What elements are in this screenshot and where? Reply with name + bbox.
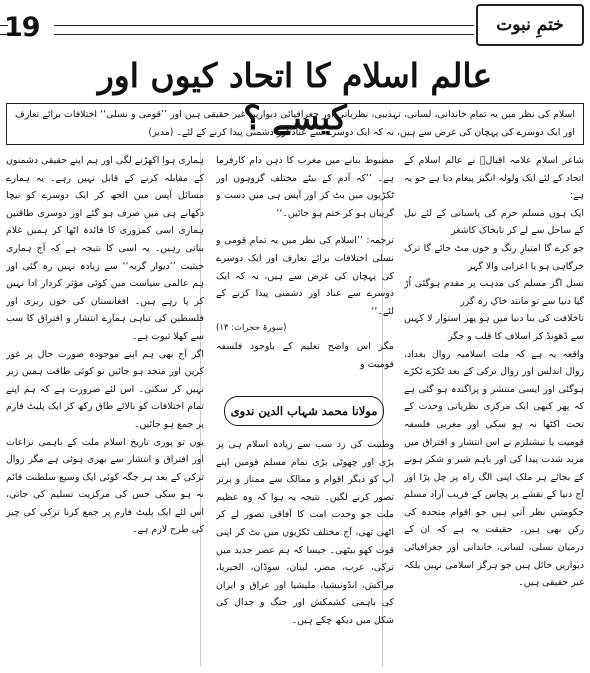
paragraph: مگر اس واضح تعلیم کے باوجود فلسفہ قومیت و bbox=[216, 340, 394, 370]
quran-translation bbox=[216, 230, 394, 338]
translation-text: ترجمہ: ’’اسلام کی نظر میں یہ تمام قومی و نسلی اختلافات برائے تعارف اور ایک دوسرے کی پہچان کی غرض سے ہیں، نہ کہ ایک دوسرے سے عناد اور دشمنی پیدا کرنے کے لئے۔‘‘ bbox=[216, 235, 394, 317]
paragraph: اگر آج بھی ہم اپنے موجودہ صورت حال پر غور کریں اور متحد ہو جائیں تو کوئی طاقت ہمیں زیر نہیں کر سکتی۔ اس لئے ضرورت ہے کہ ہم اپنے تمام اختلافات کو بالائے طاق رکھ کر ایک پلیٹ فارم پر جمع ہو جائیں۔ bbox=[6, 348, 204, 430]
poem-line: جو کرے گا امتیازِ رنگ و خوں مٹ جائے گا ترک خرگاہی ہو یا اعرابی والا گہر bbox=[404, 242, 584, 272]
paragraph: واقعہ یہ ہے کہ ملت اسلامیہ زوال بغداد، زوال اندلس اور زوال ترکی کے بعد ٹکڑے ٹکڑے ہوگئی اور ایسی منتشر و پراگندہ ہو گئی ہے کہ پھر کبھی ایک مرکزی نظریاتی وحدت کے تحت اکٹھا نہ ہو سکی اور مغربی فلسفہ قومیت یا نیشنلزم نے اس انتشار و افتراق میں مزید شدت پیدا کی اور باہم شیر و شکر ہونے کے بجائے ہر ملک اپنی الگ راہ پر چل پڑا اور آج دنیا کے نقشے پر پچاس کے قریب آزاد مسلم حکومتیں نظر آتی ہیں جو اقوام متحدہ کی رکن بھی ہیں۔ حقیقت یہ ہے کہ ان کے درمیان نسلی، لسانی، خاندانی اور جغرافیائی دیواریں حائل ہیں جو ہرگز اسلامی نہیں بلکہ غیر حقیقی ہیں۔ bbox=[404, 348, 584, 589]
header-rule bbox=[54, 25, 474, 35]
magazine-logo: ختمِ نبوت bbox=[476, 4, 584, 46]
intro-box: اسلام کی نظر میں یہ تمام خاندانی، لسانی، تہذیبی، نظریاتی اور جغرافیائی دیواریں غیر حقیقی ہیں اور ’’قومی و نسلی‘‘ اختلافات برائے تعارف اور ایک دوسرے کی پہچان کی غرض سے ہیں، نہ کہ ایک دوسرے سے عناد اور دشمنی پیدا کرنے کے لئے۔ (مدیر) bbox=[6, 103, 584, 145]
paragraph: مضبوط بنانے میں مغرب کا ذہن دام کارفرما ہے۔ ’’کہ آدم کے بیٹے مختلف گروہوں اور ٹکڑیوں میں بٹ کر اور آپس ہی میں دست و گریبان ہو کر ختم ہو جائیں۔‘‘ bbox=[216, 155, 394, 219]
article-headline: عالم اسلام کا اتحاد کیوں اور کیسے ؟ bbox=[97, 56, 493, 137]
paragraph: ہماری ہوا اکھڑنے لگی اور ہم اپنے حقیقی دشمنوں کے مقابلہ کرنے کے قابل نہیں رہے۔ یہ ہمارے مسائل آپس میں الجھ کر ایک دوسرے کو نیچا دکھانے ہی میں صرف ہو گئے اور دوسری طاقتیں ہماری اسی کمزوری کا فائدہ اٹھا کر ہمیں غلام بناتی رہیں۔ یہ اسی کا نتیجہ ہے کہ آج ہماری حیثیت ’’دیوار گریہ‘‘ سے زیادہ نہیں رہ گئی اور ہم عالمی سیاست میں کوئی مؤثر کردار ادا نہیں کر پا رہے ہیں۔ افغانستان کی خون ریزی اور فلسطین کی تباہی ہمارے انتشار و افتراق کا سب سے کھلا ثبوت ہے۔ bbox=[6, 155, 204, 342]
paragraph: شاعر اسلام علامہ اقبالؒ نے عالم اسلام کے اتحاد کے لئے ایک ولولہ انگیز پیغام دیا ہے جو یہ ہے: bbox=[404, 155, 584, 202]
page-number: 19 bbox=[4, 12, 40, 43]
verse-reference: (سورۃ حجرات: ۱۳) bbox=[216, 323, 287, 334]
column-middle-top bbox=[216, 152, 394, 384]
author-byline: مولانا محمد شہاب الدین ندوی bbox=[224, 396, 384, 426]
paragraph: یوں تو پوری تاریخ اسلام ملت کے باہمی نزاعات اور افتراق و انتشار سے بھری ہوئی ہے مگر زوال ترکی کے بعد ہر جگہ کوئی ایک وسیع سلطنت قائم نہ ہو سکی جس کی مرکزیت تسلیم کی جاتی، اس لئے ایک پلیٹ فارم پر جمع کرنا ترکی کی چیز کی طرح لازم ہے۔ bbox=[6, 436, 204, 536]
poem-line: ایک ہوں مسلم حرم کی پاسبانی کے لئے نیل کے ساحل سے لے کر تابخاک کاشغر bbox=[404, 207, 584, 237]
column-middle-bottom bbox=[216, 436, 394, 668]
column-right bbox=[404, 152, 584, 667]
paragraph: وطنیت کی زد سب سے زیادہ اسلام ہی پر پڑی اور چھوٹی بڑی تمام مسلم قومیں اپنے آپ کو دیگر اقوام و ممالک سے ممتاز و برتر تصور کرنے لگیں۔ نتیجہ یہ ہوا کہ وہ عظیم ملت جو وحدت امت کا آفاقی تصور لے کر اٹھی تھی، آج مختلف ٹکڑیوں میں بٹ کر اپنی قوت کھو بیٹھی۔ جیسا کہ ہم عصر جدید میں ترکی، عرب، مصر، لبنان، سوڈان، الجیریا، مراکش، انڈونیشیا، ملیشیا اور عراق و ایران کی باہمی کشمکش اور جنگ و جدال کی شکل میں دیکھ چکے ہیں۔ bbox=[216, 439, 394, 626]
column-left bbox=[6, 152, 204, 667]
poem-line: نسل اگر مسلم کی مذہب پر مقدم ہوگئی اُڑ گیا دنیا سے تو مانند خاکِ رہ گزر bbox=[404, 278, 584, 307]
header-rule-left bbox=[0, 25, 8, 35]
poem-line: تاخلافت کی بنا دنیا میں ہو پھر استوار لا کہیں سے ڈھونڈ کر اسلاف کا قلب و جگر bbox=[404, 313, 584, 342]
